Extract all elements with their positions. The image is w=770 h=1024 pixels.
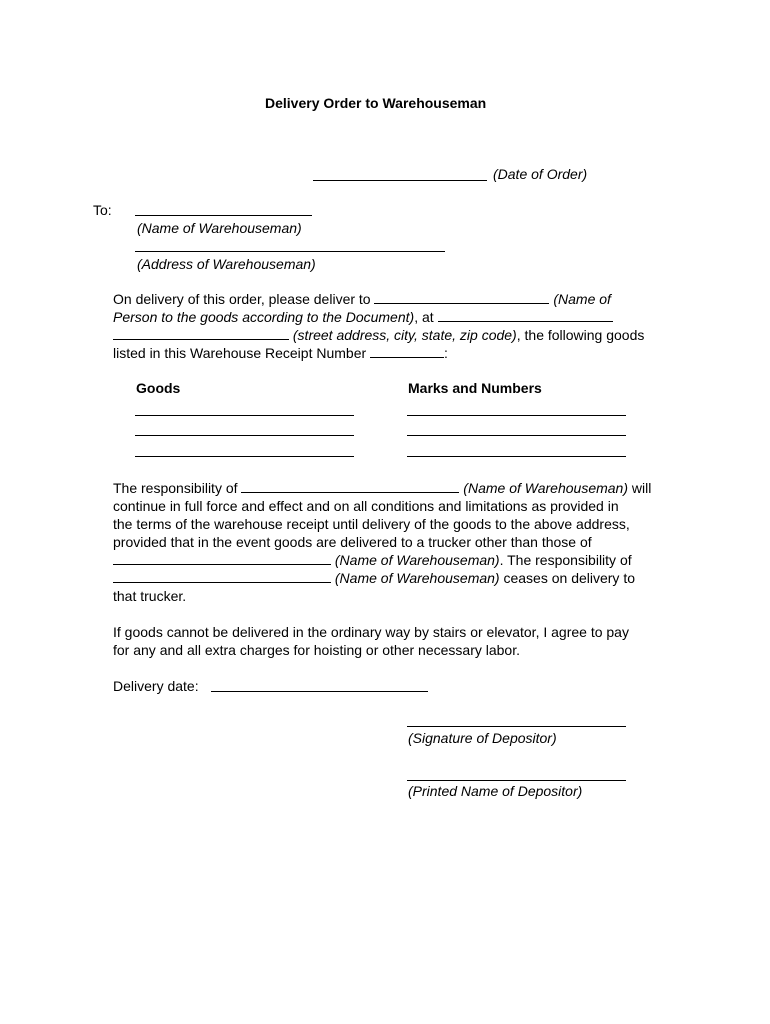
responsibility-line-2: continue in full force and effect and on all conditions and limitations as provided in: [113, 498, 619, 514]
delivery-paragraph: [113, 290, 693, 362]
delivery-address-blank-1[interactable]: [438, 308, 613, 322]
responsibility-paragraph: [113, 479, 693, 605]
date-of-order-line[interactable]: [313, 180, 487, 181]
warehouseman-address-label: (Address of Warehouseman): [137, 256, 316, 272]
charges-line-2: for any and all extra charges for hoisting or other necessary labor.: [113, 642, 520, 658]
responsible-warehouseman-blank[interactable]: [241, 479, 459, 493]
goods-header: Goods: [136, 380, 181, 396]
warehouseman-name-line[interactable]: [135, 215, 312, 216]
warehouseman-label-3: (Name of Warehouseman): [334, 570, 500, 586]
delivery-address-blank-2[interactable]: [113, 326, 289, 340]
signature-label: (Signature of Depositor): [408, 730, 557, 746]
responsibility-line-7: that trucker.: [113, 588, 187, 604]
goods-line-3[interactable]: [135, 456, 354, 457]
delivery-date-line[interactable]: [211, 691, 428, 692]
responsibility-line-3: the terms of the warehouse receipt until delivery of the goods to the above address,: [113, 516, 630, 532]
warehouseman-label-1: (Name of Warehouseman): [463, 480, 628, 496]
at-text: , at: [414, 309, 434, 325]
date-of-order-label: (Date of Order): [493, 166, 588, 182]
responsibility-of-text: . The responsibility of: [499, 552, 632, 568]
marks-line-1[interactable]: [407, 415, 626, 416]
charges-line-1: If goods cannot be delivered in the ordinary way by stairs or elevator, I agree to pay: [113, 624, 629, 640]
colon-text: :: [444, 345, 448, 361]
following-goods-text: , the following goods: [516, 327, 645, 343]
receipt-number-blank[interactable]: [370, 344, 444, 358]
printed-name-line[interactable]: [407, 780, 626, 781]
delivery-text: On delivery of this order, please deliver to: [113, 291, 371, 307]
delivery-date-label: Delivery date:: [113, 678, 199, 694]
warehouseman-label-2: (Name of Warehouseman): [334, 552, 500, 568]
marks-line-2[interactable]: [407, 435, 626, 436]
person-name-label: (Name of: [553, 291, 611, 307]
ceasing-warehouseman-blank[interactable]: [113, 569, 331, 583]
receipt-number-text: listed in this Warehouse Receipt Number: [113, 345, 367, 361]
street-address-label: (street address, city, state, zip code): [292, 327, 517, 343]
signature-line[interactable]: [407, 726, 626, 727]
warehouseman-name-label: (Name of Warehouseman): [137, 220, 302, 236]
responsibility-text: The responsibility of: [113, 480, 238, 496]
marks-line-3[interactable]: [407, 456, 626, 457]
goods-line-1[interactable]: [135, 415, 354, 416]
goods-line-2[interactable]: [135, 435, 354, 436]
warehouseman-address-line[interactable]: [135, 251, 445, 252]
person-name-blank[interactable]: [374, 290, 549, 304]
responsibility-line-4: provided that in the event goods are delivered to a trucker other than those of: [113, 534, 592, 550]
charges-paragraph: [113, 623, 693, 659]
trucker-warehouseman-blank[interactable]: [113, 551, 331, 565]
marks-numbers-header: Marks and Numbers: [408, 380, 542, 396]
person-name-label-cont: Person to the goods according to the Document): [113, 309, 415, 325]
page-title: Delivery Order to Warehouseman: [265, 95, 487, 111]
printed-name-label: (Printed Name of Depositor): [408, 783, 583, 799]
will-text: will: [631, 480, 652, 496]
to-label: To:: [93, 202, 112, 218]
ceases-text: ceases on delivery to: [503, 570, 636, 586]
